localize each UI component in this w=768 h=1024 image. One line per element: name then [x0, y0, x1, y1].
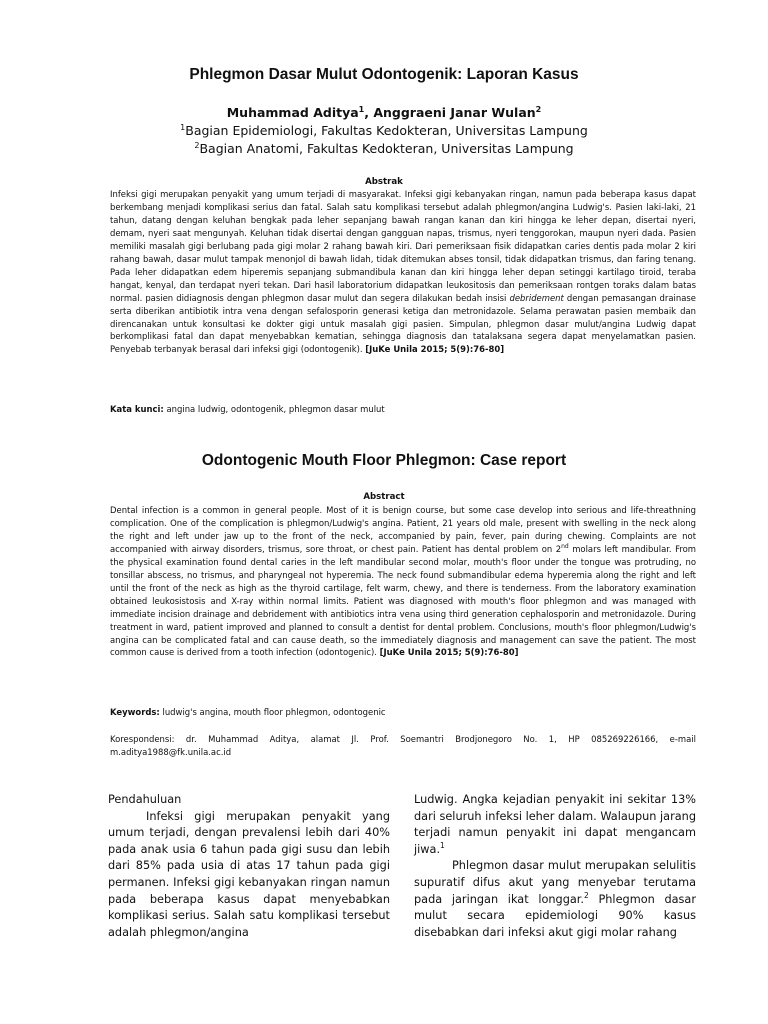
abstract-body — [110, 504, 696, 659]
intro-paragraph-2 — [414, 858, 696, 941]
affiliation-2-text: Bagian Anatomi, Fakultas Kedokteran, Universitas Lampung — [199, 141, 574, 156]
author-names: Muhammad Aditya$^1$, Anggraeni Janar Wulan$^2$ — [226, 104, 542, 120]
author-2-sup: 2 — [535, 104, 542, 114]
keywords-text: ludwig's angina, mouth floor phlegmon, odontogenic — [159, 707, 386, 717]
intro-p2-sup: 2 — [584, 890, 589, 900]
abstract-text-b: molars left mandibular. From the physical examination found dental caries in the left mandibular second molar, mouth's floor under the tongue was protruding, no tonsillar abscess, no trismus, and pharyngeal not hyperemia. The neck found submandibular edema hyperemia along the right and left until the front of the neck as high as the thyroid cartilage, felt warm, chewy, and there is tenderness. From the laboratory examination obtained leukosistosis and X-ray within normal limits. Patient was diagnosed with mouth's floor phlegmon and was managed with immediate incision drainage and debridement with antibiotics intra vena using third generation cephalosporin and metronidazole. During treatment in ward, patient improved and planned to consult a dentist for dental problem. Conclusions, mouth's floor phlegmon/Ludwig's angina can be complicated fatal and can cause death, so the immediately diagnosis and management can save the patient. The most common cause is derived from a tooth infection (odontogenic). — [110, 543, 696, 658]
author-1: Muhammad Aditya — [226, 105, 359, 120]
intro-p1-cont-text: Ludwig. Angka kejadian penyakit ini sekitar 13% dari seluruh infeksi leher dalam. Walaupun jarang terjadi namun penyakit ini dapat mengancam jiwa. — [414, 793, 696, 856]
intro-p2-text-a: Phlegmon dasar mulut merupakan selulitis supuratif difus akut yang menyebar terutama pada jaringan ikat longgar. — [414, 859, 696, 906]
abstrak-heading: Abstrak — [365, 177, 403, 187]
abstract-heading: Abstract — [363, 492, 405, 502]
keywords-label: Keywords: — [110, 707, 160, 717]
intro-paragraph-1: Infeksi gigi merupakan penyakit yang umum terjadi, dengan prevalensi lebih dari 40% pada anak usia 6 tahun pada gigi susu dan lebih dari 85% pada usia di atas 17 tahun pada gigi permanen. Infeksi gigi kebanyakan ringan namun pada beberapa kasus dapat menyebabkan komplikasi serius. Salah satu komplikasi tersebut adalah phlegmon/angina — [108, 809, 390, 939]
body-column-right — [414, 792, 696, 941]
affiliation-1 — [0, 122, 768, 140]
abstrak-text-a: Infeksi gigi merupakan penyakit yang umum terjadi di masyarakat. Infeksi gigi kebanyakan ringan, namun pada beberapa kasus dapat berkembang menjadi komplikasi serius dan fatal. Salah satu komplikasi tersebut adalah phlegmon/angina Ludwig's. Pasien laki-laki, 21 tahun, datang dengan keluhan bengkak pada leher sepanjang bawah rangan kanan dan kiri hingga ke leher depan, disertai nyeri, demam, nyeri saat mengunyah. Keluhan tidak disertai dengan gangguan napas, trismus, nyeri tenggorokan, maupun nyeri dada. Pasien memiliki masalah gigi berlubang pada gigi molar 2 rahang bawah kiri. Dari pemeriksaan fisik didapatkan caries dentis pada molar 2 kiri rahang bawah, dasar mulut tampak menonjol di bawah lidah, tidak ditemukan abses tonsil, tidak didapatkan trismus, dan faring tenang. Pada leher didapatkan edem hiperemis sepanjang submandibula kanan dan kiri hingga leher depan setinggi kartilago tiroid, teraba hangat, kenyal, dan terdapat nyeri tekan. Dari hasil laboratorium didapatkan leukositosis dan pemeriksaan rontgen toraks dalam batas normal. pasien didiagnosis dengan phlegmon dasar mulut dan segera dilakukan bedah insisi — [110, 189, 696, 303]
authors-block — [0, 104, 768, 158]
intro-p2-text-b: Phlegmon dasar mulut secara epidemiologi 90% kasus disebabkan dari infeksi akut gigi molar rahang — [414, 892, 696, 939]
kata-kunci — [110, 404, 696, 414]
abstract-text-a: Dental infection is a common in general people. Most of it is benign course, but some case develop into serious and life-threathning complication. One of the complication is phlegmon/Ludwig's angina. Patient, 21 years old male, present with swelling in the neck along the right and left under jaw up to the front of the neck, accompanied by pain, fever, pain during chewing. Complaints are not accompanied with airway disorders, trismus, sore throat, or chest pain. Patient has dental problem on 2 — [110, 505, 696, 554]
author-1-sup: 1 — [358, 104, 365, 114]
kata-kunci-text: angina ludwig, odontogenik, phlegmon dasar mulut — [163, 404, 385, 414]
body-column-left — [108, 792, 390, 941]
title-english: Odontogenic Mouth Floor Phlegmon: Case report — [201, 452, 567, 469]
author-2: Anggraeni Janar Wulan — [373, 105, 536, 120]
intro-paragraph-1-cont — [414, 792, 696, 858]
section-heading-pendahuluan: Pendahuluan — [108, 793, 182, 806]
title-indonesian: Phlegmon Dasar Mulut Odontogenik: Laporan Kasus — [189, 66, 579, 83]
correspondence: Korespondensi: dr. Muhammad Aditya, alamat Jl. Prof. Soemantri Brodjonegoro No. 1, HP 085269226166, e-mail m.aditya1988@fk.unila.ac.id — [110, 734, 696, 757]
abstrak-body — [110, 188, 696, 356]
abstract-citation: [JuKe Unila 2015; 5(9):76-80] — [379, 647, 519, 658]
kata-kunci-label: Kata kunci: — [110, 404, 164, 414]
intro-p1-cont-sup: 1 — [440, 841, 445, 851]
keywords — [110, 707, 696, 717]
affiliation-1-text: Bagian Epidemiologi, Fakultas Kedokteran, Universitas Lampung — [185, 123, 588, 138]
abstrak-text-b: dengan pemasangan drainase serta diberikan antibiotik intra vena dengan sefalosporin generasi ketiga dan metronidazole. Selama perawatan pasien membaik dan direncanakan untuk konsultasi ke dokter gigi untuk masalah gigi pasien. Simpulan, phlegmon dasar mulut/angina Ludwig dapat berkomplikasi fatal dan dapat menyebabkan kematian, sehingga diagnosis dan tatalaksana segera dapat menyelamatkan pasien. Penyebab terbanyak berasal dari infeksi gigi (odontogenik). — [110, 292, 697, 355]
affiliation-2-sup: 2 — [194, 140, 200, 150]
affiliation-2 — [0, 140, 768, 158]
affiliation-1-sup: 1 — [180, 122, 186, 132]
abstrak-citation: [JuKe Unila 2015; 5(9):76-80] — [365, 344, 505, 355]
abstract-sup: nd — [561, 543, 569, 551]
abstrak-italic: debridement — [509, 292, 564, 303]
